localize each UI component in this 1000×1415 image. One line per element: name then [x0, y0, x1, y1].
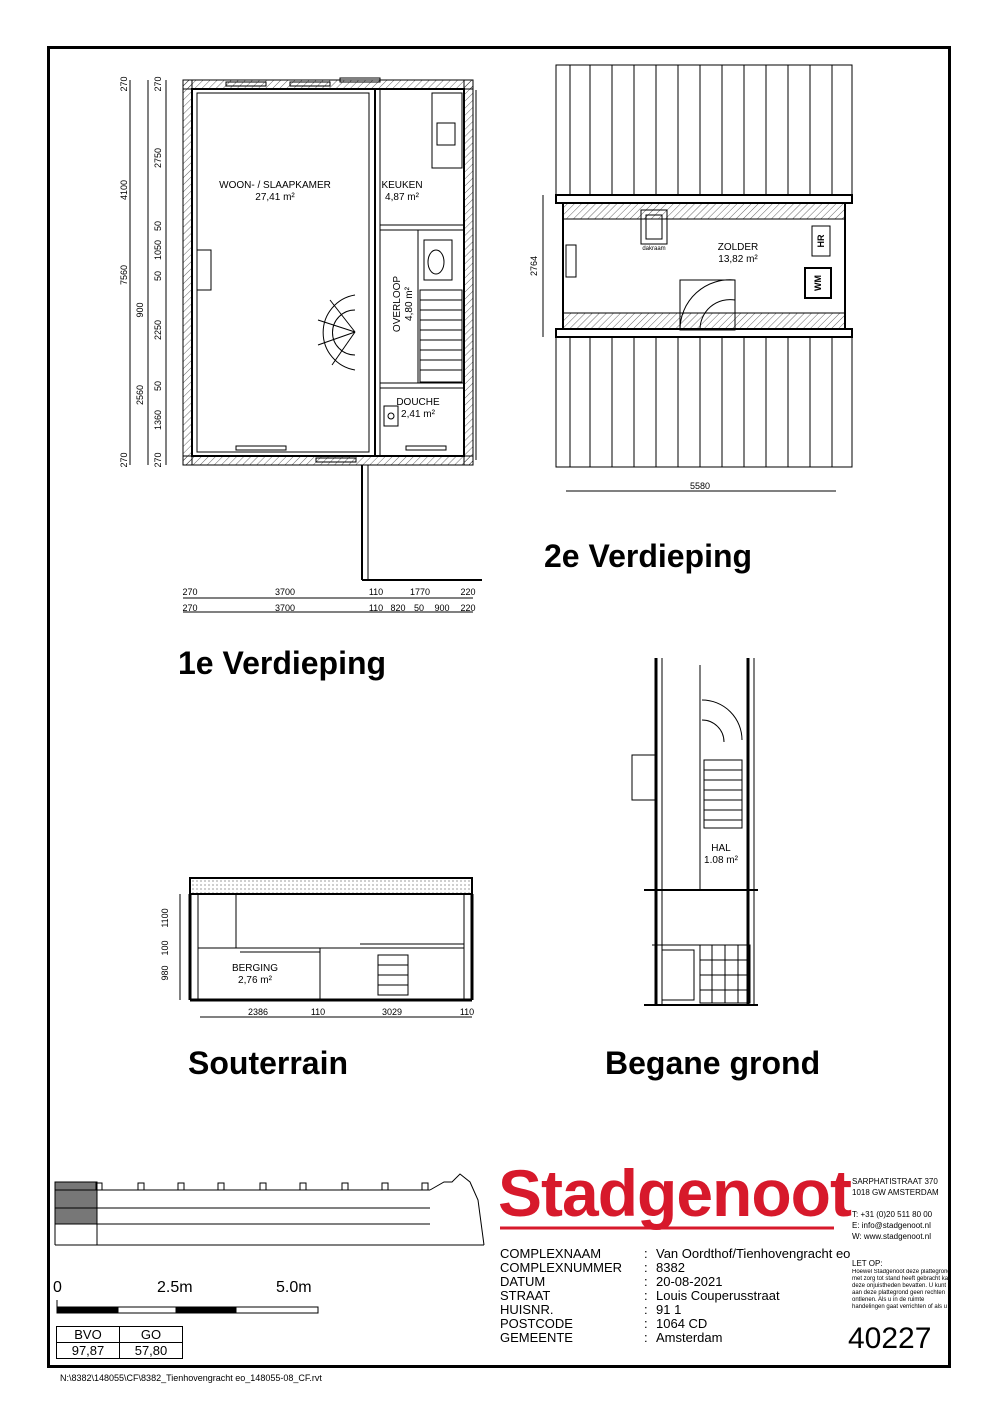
- ground-floor-title: Begane grond: [605, 1045, 821, 1081]
- room-name: WOON- / SLAAPKAMER: [219, 180, 331, 191]
- info-label: HUISNR.: [500, 1302, 554, 1317]
- dimension-label: 7560: [119, 264, 129, 286]
- dimension-label: 100: [160, 940, 170, 956]
- room-area: 27,41 m²: [255, 192, 295, 203]
- info-value: Amsterdam: [656, 1330, 723, 1345]
- address-line: 1018 GW AMSTERDAM: [852, 1188, 939, 1197]
- dimension-label: 820: [390, 603, 406, 613]
- areas-header: BVO: [57, 1327, 120, 1343]
- dimension-label: 110: [368, 587, 384, 597]
- dimension-label: 900: [434, 603, 450, 613]
- scale-bar: [57, 1300, 318, 1313]
- dimension-label: 110: [310, 1007, 326, 1017]
- info-label: COMPLEXNAAM: [500, 1246, 602, 1261]
- hr-label: HR: [816, 234, 826, 248]
- room-label: [381, 180, 422, 204]
- first-floor-plan: [130, 78, 482, 612]
- dimension-label: 2386: [247, 1007, 269, 1017]
- company-address: [852, 1176, 939, 1242]
- file-path: N:\8382\148055\CF\8382_Tienhovengracht eo_148055-08_CF.rvt: [60, 1373, 322, 1383]
- dimension-label: 4100: [119, 179, 129, 201]
- dimension-label: 3700: [274, 603, 296, 613]
- room-name: OVERLOOP: [392, 275, 403, 333]
- dimension-label: 980: [160, 965, 170, 981]
- dimension-label: 1050: [153, 239, 163, 261]
- wm-label: WM: [813, 275, 823, 291]
- room-area: 13,82 m²: [718, 254, 758, 265]
- dimension-label: 1360: [153, 409, 163, 431]
- info-value: 20-08-2021: [656, 1274, 723, 1289]
- dimension-label: 50: [153, 270, 163, 282]
- disclaimer-note: [852, 1259, 952, 1311]
- skylight-label: dakraam: [642, 246, 666, 252]
- dimension-label: 50: [413, 603, 425, 613]
- first-floor-title: 1e Verdieping: [178, 645, 387, 681]
- basement-plan: [180, 878, 475, 1017]
- logo-text: Stadgenoot: [498, 1156, 851, 1230]
- dimension-label: 2560: [135, 384, 145, 406]
- dimension-label: 5580: [689, 481, 711, 491]
- dimension-label: 2250: [153, 319, 163, 341]
- room-area: 2,76 m²: [238, 975, 272, 986]
- scale-label: 0: [53, 1279, 62, 1296]
- second-floor-title: 2e Verdieping: [544, 538, 753, 574]
- dimension-label: 2750: [153, 147, 163, 169]
- dimension-label: 900: [135, 302, 145, 318]
- dimension-label: 220: [460, 603, 476, 613]
- address-line: SARPHATISTRAAT 370: [852, 1177, 938, 1186]
- areas-header: GO: [120, 1327, 183, 1343]
- dimension-label: 270: [182, 587, 198, 597]
- dimension-label: 1100: [160, 908, 170, 928]
- info-label: POSTCODE: [500, 1316, 573, 1331]
- dimension-label: 2764: [529, 255, 539, 277]
- contact-line: T: +31 (0)20 511 80 00: [852, 1210, 933, 1219]
- dimension-label: 50: [153, 380, 163, 392]
- info-values: [656, 1247, 850, 1345]
- room-label: [232, 963, 278, 987]
- info-separators: : : : : : : :: [644, 1246, 648, 1345]
- info-value: 1064 CD: [656, 1316, 708, 1331]
- room-area: 1.08 m²: [704, 855, 738, 866]
- ground-floor-plan: [632, 658, 758, 1005]
- dimension-label: 3700: [274, 587, 296, 597]
- dimension-label: 270: [119, 76, 129, 92]
- stadgenoot-logo: [498, 1156, 851, 1237]
- note-title: LET OP:: [852, 1259, 883, 1268]
- basement-title: Souterrain: [188, 1045, 349, 1081]
- contact-line: E: info@stadgenoot.nl: [852, 1221, 931, 1230]
- room-name: KEUKEN: [381, 180, 423, 191]
- room-name: HAL: [711, 843, 731, 854]
- second-floor-plan: [543, 65, 852, 491]
- dimension-label: 50: [153, 220, 163, 232]
- info-value: Van Oordthof/Tienhovengracht eo: [656, 1246, 851, 1261]
- room-label: [396, 397, 439, 421]
- areas-table: [56, 1326, 183, 1359]
- room-name: BERGING: [231, 963, 279, 974]
- sheet-number: 40227: [848, 1322, 932, 1355]
- contact-line: W: www.stadgenoot.nl: [852, 1232, 932, 1241]
- room-area: 4,80 m²: [404, 287, 415, 321]
- room-area: 2,41 m²: [401, 409, 435, 420]
- info-value: 8382: [656, 1260, 685, 1275]
- dimension-label: 270: [153, 452, 163, 468]
- info-value: 91 1: [656, 1302, 682, 1317]
- dimension-label: 110: [459, 1007, 475, 1017]
- scale-label: 2.5m: [157, 1279, 193, 1296]
- room-name: ZOLDER: [717, 242, 759, 253]
- dimension-label: 3029: [381, 1007, 403, 1017]
- info-label: GEMEENTE: [500, 1330, 573, 1345]
- info-label: COMPLEXNUMMER: [500, 1260, 623, 1275]
- dimension-label: 1770: [409, 587, 431, 597]
- info-labels: [500, 1247, 622, 1345]
- room-name: DOUCHE: [396, 397, 440, 408]
- dimension-label: 220: [460, 587, 476, 597]
- dimension-label: 110: [368, 603, 384, 613]
- info-label: DATUM: [500, 1274, 546, 1289]
- areas-value: 57,80: [120, 1343, 183, 1359]
- room-label: [718, 242, 759, 266]
- room-label: [704, 843, 738, 867]
- dimension-label: 270: [119, 452, 129, 468]
- info-value: Louis Couperusstraat: [656, 1288, 780, 1303]
- room-label: [392, 276, 416, 332]
- dimension-label: 270: [153, 76, 163, 92]
- note-text: Hoewel Stadgenoot deze plattegrond met zorg tot stand heeft gebracht kan deze onjuistheden bevatten. U kunt aan deze plattegrond geen rechten ontlenen. Als u in de ruimte handelingen gaat verrichten of als u: [852, 1269, 952, 1310]
- dimension-label: 270: [182, 603, 198, 613]
- location-strip: [55, 1174, 484, 1245]
- scale-label: 5.0m: [276, 1279, 312, 1296]
- room-area: 4,87 m²: [385, 192, 419, 203]
- info-label: STRAAT: [500, 1288, 551, 1303]
- areas-value: 97,87: [57, 1343, 120, 1359]
- room-label: [219, 180, 331, 204]
